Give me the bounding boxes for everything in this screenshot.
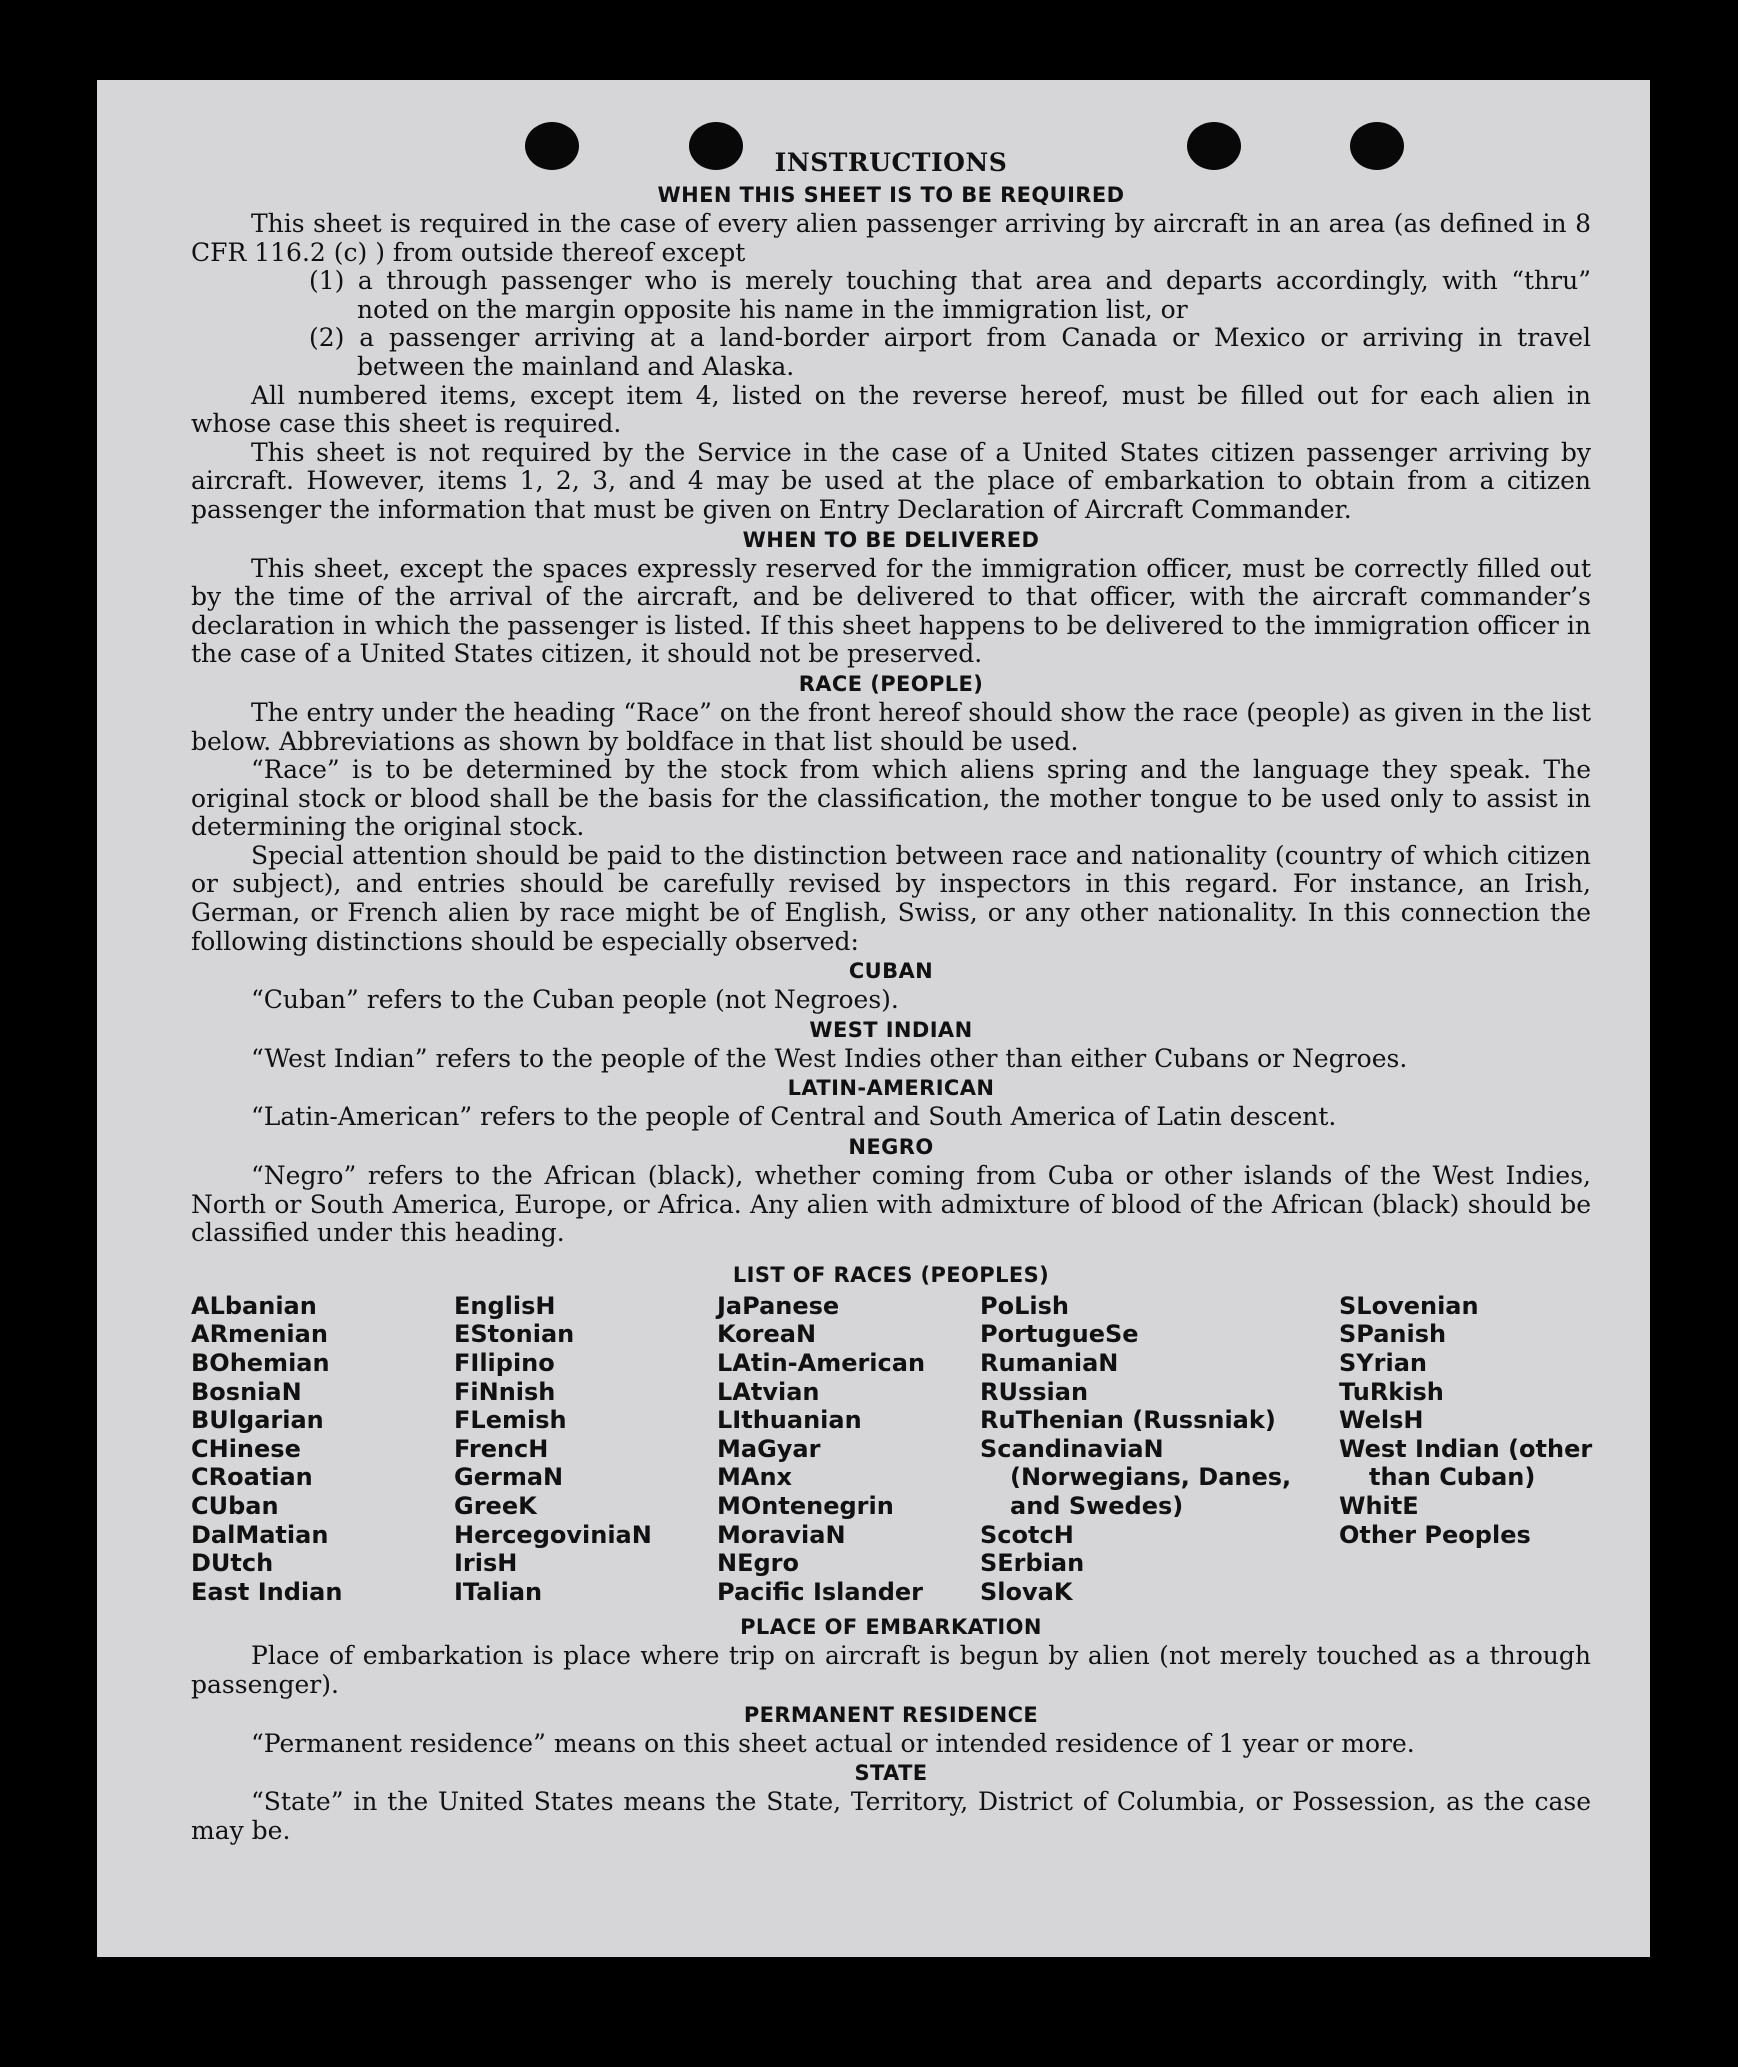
race-item: RumaniaN bbox=[980, 1349, 1119, 1377]
race-item: MoraviaN bbox=[717, 1520, 846, 1549]
race-item: BosniaN bbox=[191, 1377, 302, 1406]
paragraph: “State” in the United States means the State, Territory, District of Columbia, or Possession, as the case may be. bbox=[191, 1787, 1591, 1845]
race-item: WhitE bbox=[1339, 1491, 1419, 1520]
definition: “Latin-American” refers to the people of Central and South America of Latin descent. bbox=[251, 1102, 1337, 1132]
list-item: (2) a passenger arriving at a land-border airport from Canada or Mexico or arriving in travel between the mainland and Alaska. bbox=[309, 323, 1591, 381]
section-heading: WHEN TO BE DELIVERED bbox=[742, 527, 1040, 552]
race-item: DalMatian bbox=[191, 1520, 329, 1549]
race-item: FIlipino bbox=[454, 1349, 555, 1377]
race-item: RUssian bbox=[980, 1377, 1089, 1406]
race-item: TuRkish bbox=[1339, 1377, 1444, 1406]
race-item: West Indian (other than Cuban) bbox=[1339, 1434, 1593, 1492]
section-heading: CUBAN bbox=[848, 959, 934, 984]
race-item: CRoatian bbox=[191, 1463, 313, 1492]
race-item: EStonian bbox=[454, 1320, 575, 1349]
race-item: ScandinaviaN (Norwegians, Danes, and Swedes) bbox=[980, 1434, 1292, 1520]
section-heading: PLACE OF EMBARKATION bbox=[740, 1615, 1042, 1640]
paragraph: This sheet, except the spaces expressly reserved for the immigration officer, must be correctly filled out by the time of the arrival of the aircraft, and be delivered to that officer, with the aircraft commander’s declaration in which the passenger is listed. If this sheet happens to be delivered to the immigration officer in the case of a United States citizen, it should not be preserved. bbox=[191, 553, 1591, 669]
paragraph: Special attention should be paid to the distinction between race and nationality (country of which citizen or subject), and entries should be carefully revised by inspectors in this regard. For instance, an Irish, German, or French alien by race might be of English, Swiss, or any other nationality. In this connection the following distinctions should be especially observed: bbox=[191, 840, 1591, 956]
race-item: MAnx bbox=[717, 1463, 793, 1492]
race-item: HercegoviniaN bbox=[454, 1520, 652, 1549]
race-item: FrencH bbox=[454, 1434, 549, 1463]
section-heading: PERMANENT RESIDENCE bbox=[743, 1702, 1039, 1727]
race-item: KoreaN bbox=[717, 1320, 817, 1349]
race-item: SPanish bbox=[1339, 1320, 1447, 1349]
paragraph: Place of embarkation is place where trip on aircraft is begun by alien (not merely touched as a through passenger). bbox=[191, 1641, 1591, 1699]
race-item: EnglisH bbox=[454, 1291, 556, 1320]
races-column bbox=[454, 1292, 717, 1607]
race-item: DUtch bbox=[191, 1549, 274, 1578]
race-item: FiNnish bbox=[454, 1377, 556, 1406]
races-list bbox=[191, 1292, 1591, 1607]
list-item: (1) a through passenger who is merely touching that area and departs accordingly, with “thru” noted on the margin opposite his name in the immigration list, or bbox=[309, 266, 1591, 324]
races-column bbox=[191, 1292, 454, 1607]
race-item: JaPanese bbox=[717, 1291, 840, 1320]
section-heading: NEGRO bbox=[848, 1135, 934, 1160]
race-item: ITalian bbox=[454, 1577, 543, 1606]
definition: “Negro” refers to the African (black), whether coming from Cuba or other islands of the West Indies, North or South America, Europe, or Africa. Any alien with admixture of blood of the African (black) should be classified under this heading. bbox=[191, 1161, 1591, 1248]
races-column bbox=[980, 1292, 1339, 1607]
race-item: PortugueSe bbox=[980, 1320, 1139, 1349]
paragraph: This sheet is required in the case of every alien passenger arriving by aircraft in an area (as defined in 8 CFR 116.2 (c) ) from outside thereof except bbox=[191, 209, 1591, 267]
race-item: LAtvian bbox=[717, 1377, 820, 1406]
race-item: ARmenian bbox=[191, 1320, 328, 1349]
races-column bbox=[717, 1292, 980, 1607]
race-item: LAtin-American bbox=[717, 1349, 926, 1377]
race-item: CHinese bbox=[191, 1434, 301, 1463]
race-item: CUban bbox=[191, 1491, 279, 1520]
race-item: Other Peoples bbox=[1339, 1520, 1531, 1549]
race-item: East Indian bbox=[191, 1577, 343, 1606]
section-heading: LATIN-AMERICAN bbox=[787, 1076, 995, 1101]
section-heading: RACE (PEOPLE) bbox=[798, 671, 984, 696]
race-item: SYrian bbox=[1339, 1349, 1428, 1377]
race-item: SlovaK bbox=[980, 1577, 1073, 1606]
race-item: BOhemian bbox=[191, 1349, 330, 1377]
page-title: INSTRUCTIONS bbox=[774, 148, 1008, 177]
race-item: BUlgarian bbox=[191, 1406, 324, 1435]
race-item: RuThenian (Russniak) bbox=[980, 1406, 1276, 1435]
section-heading: WHEN THIS SHEET IS TO BE REQUIRED bbox=[657, 183, 1125, 207]
race-item: PoLish bbox=[980, 1291, 1069, 1320]
race-item: IrisH bbox=[454, 1549, 518, 1578]
definition: “Cuban” refers to the Cuban people (not Negroes). bbox=[251, 985, 899, 1015]
race-item: MaGyar bbox=[717, 1434, 821, 1463]
race-item: SErbian bbox=[980, 1549, 1085, 1578]
races-column bbox=[1339, 1292, 1599, 1607]
section-heading: LIST OF RACES (PEOPLES) bbox=[732, 1262, 1050, 1287]
race-item: WelsH bbox=[1339, 1406, 1424, 1435]
race-item: GreeK bbox=[454, 1491, 537, 1520]
section-heading: STATE bbox=[854, 1761, 928, 1786]
race-item: Pacific Islander bbox=[717, 1577, 923, 1606]
race-item: ScotcH bbox=[980, 1520, 1074, 1549]
race-item: FLemish bbox=[454, 1406, 567, 1435]
section-heading: WEST INDIAN bbox=[809, 1017, 973, 1042]
paragraph: “Race” is to be determined by the stock from which aliens spring and the language they speak. The original stock or blood shall be the basis for the classification, the mother tongue to be used only to assist in determining the original stock. bbox=[191, 755, 1591, 842]
race-item: SLovenian bbox=[1339, 1291, 1479, 1320]
instructions-text bbox=[191, 146, 1591, 1845]
paragraph: “Permanent residence” means on this sheet actual or intended residence of 1 year or more. bbox=[251, 1728, 1415, 1758]
race-item: MOntenegrin bbox=[717, 1491, 894, 1520]
document-sheet bbox=[97, 80, 1650, 1957]
race-item: ALbanian bbox=[191, 1291, 317, 1320]
paragraph: The entry under the heading “Race” on the front hereof should show the race (people) as given in the list below. Abbreviations as shown by boldface in that list should be used. bbox=[191, 697, 1591, 756]
paragraph: All numbered items, except item 4, listed on the reverse hereof, must be filled out for each alien in whose case this sheet is required. bbox=[191, 380, 1591, 439]
race-item: GermaN bbox=[454, 1463, 564, 1492]
definition: “West Indian” refers to the people of the West Indies other than either Cubans or Negroes. bbox=[251, 1043, 1408, 1073]
race-item: LIthuanian bbox=[717, 1406, 862, 1435]
paragraph: This sheet is not required by the Service in the case of a United States citizen passenger arriving by aircraft. However, items 1, 2, 3, and 4 may be used at the place of embarkation to obtain from a citizen passenger the information that must be given on Entry Declaration of Aircraft Commander. bbox=[191, 437, 1591, 524]
race-item: NEgro bbox=[717, 1549, 799, 1578]
